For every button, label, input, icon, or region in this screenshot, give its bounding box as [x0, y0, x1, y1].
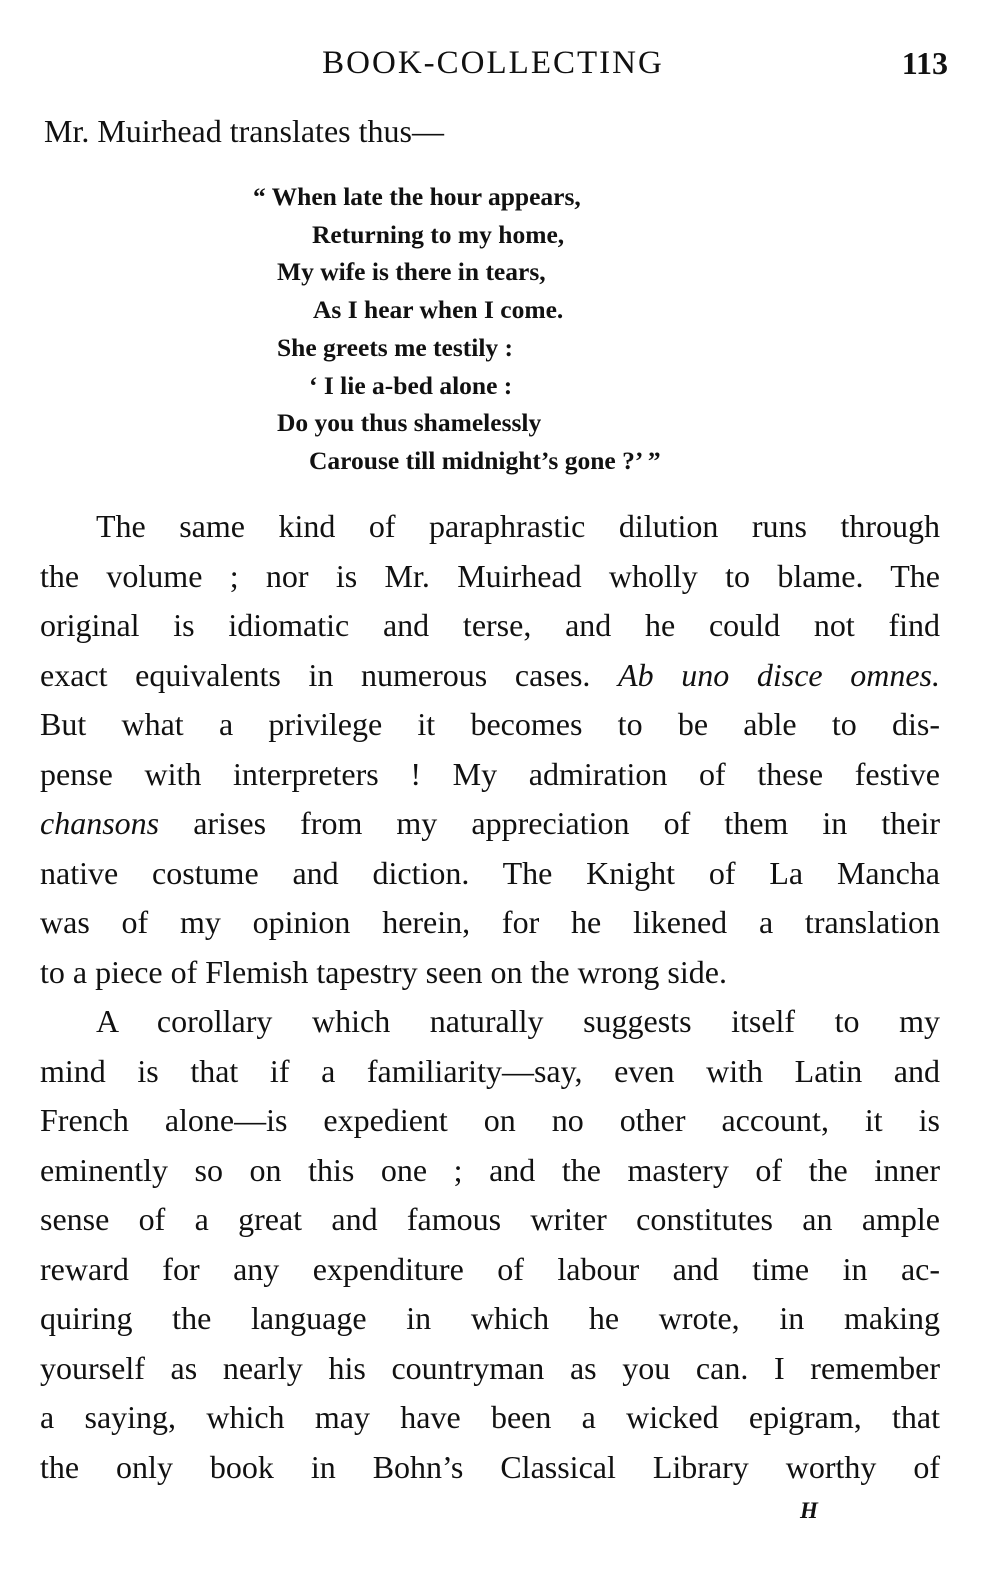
text-line: [40, 799, 940, 849]
paragraph-2: [40, 997, 940, 1492]
text-line: reward for any expenditure of labour and time in ac-: [40, 1250, 940, 1287]
running-head: [0, 38, 1000, 88]
intro-line: Mr. Muirhead translates thus—: [44, 113, 444, 149]
text-line: French alone—is expedient on no other account, it is: [40, 1102, 940, 1138]
text-line: was of my opinion herein, for he likened a translation: [40, 904, 940, 940]
text-line: quiring the language in which he wrote, in making: [40, 1300, 940, 1336]
text-line: eminently so on this one ; and the mastery of the inner: [40, 1151, 940, 1188]
verse-line: ‘ I lie a-bed alone :: [309, 370, 513, 400]
text-line: to a piece of Flemish tapestry seen on the wrong side.: [40, 953, 727, 990]
verse-line: As I hear when I come.: [313, 295, 564, 325]
running-title: BOOK-COLLECTING: [322, 45, 664, 81]
verse-line: Carouse till midnight’s gone ?’ ”: [309, 445, 661, 475]
text-line: a saying, which may have been a wicked epigram, that: [40, 1399, 940, 1435]
text-run: arises from my appreciation of them in their: [193, 805, 940, 841]
text-line: mind is that if a familiarity—say, even with Latin and: [40, 1052, 940, 1089]
verse-line: My wife is there in tears,: [277, 257, 546, 287]
signature-mark: H: [800, 1498, 818, 1523]
verse-line: Do you thus shamelessly: [277, 408, 542, 438]
page-number: 113: [901, 45, 948, 81]
text-run: exact equivalents in numerous cases.: [40, 656, 591, 693]
text-line: A corollary which naturally suggests itself to my: [96, 1003, 940, 1039]
italic-latin-phrase: Ab uno disce omnes.: [618, 656, 941, 693]
verse-line: Returning to my home,: [312, 219, 565, 249]
text-line: The same kind of paraphrastic dilution runs through: [96, 508, 940, 544]
verse-line: “ When late the hour appears,: [253, 182, 581, 211]
paragraph-1: [40, 502, 940, 997]
text-line: But what a privilege it becomes to be able to dis-: [40, 706, 940, 742]
text-line: yourself as nearly his countryman as you can. I remember: [40, 1349, 940, 1386]
verse-line: She greets me testily :: [277, 332, 514, 362]
text-line: sense of a great and famous writer constitutes an ample: [40, 1201, 940, 1237]
text-line: [40, 651, 940, 701]
text-line: the volume ; nor is Mr. Muirhead wholly to blame. The: [40, 557, 940, 594]
text-line: native costume and diction. The Knight of La Mancha: [40, 854, 940, 891]
italic-chansons: chansons: [40, 805, 160, 841]
text-line: the only book in Bohn’s Classical Library worthy of: [40, 1448, 940, 1485]
verse-block: [253, 178, 661, 480]
text-line: original is idiomatic and terse, and he could not find: [40, 607, 940, 643]
text-line: pense with interpreters ! My admiration of these festive: [40, 755, 940, 792]
